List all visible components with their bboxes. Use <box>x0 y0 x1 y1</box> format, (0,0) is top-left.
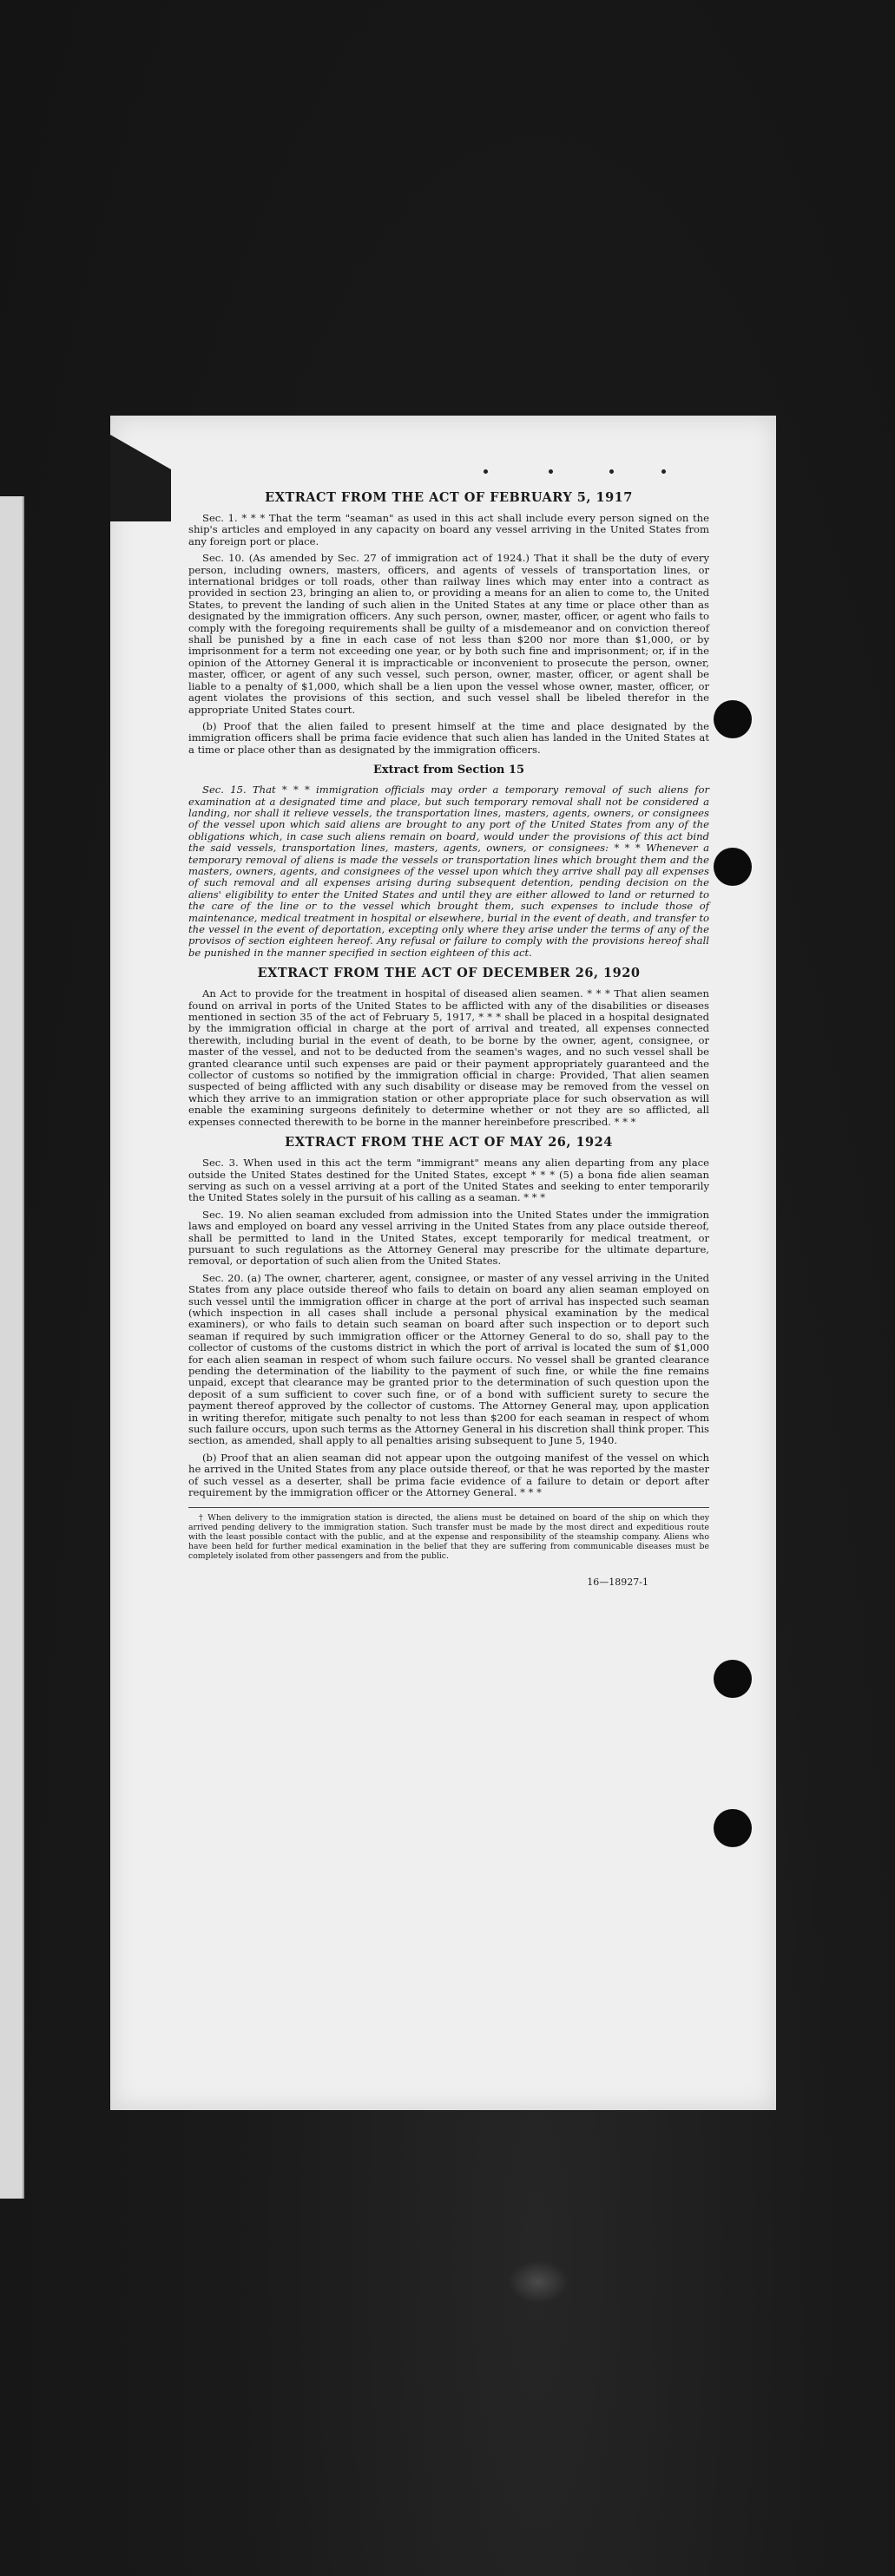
paragraph: Sec. 15. That * * * immigration officials may order a temporary removal of such aliens for examination at a designated time and place, but such temporary removal shall not be considered a landing, nor shall it relieve vessels, the transportation lines, masters, agents, owners, or consignees of the vessel upon which said aliens are brought to any port of the United States from any of the obligations which, in case such aliens remain on board, would under the provisions of this act bind the said vessels, transportation lines, masters, agents, owners, or consignees: * * * Whenever a temporary removal of aliens is made the vessels or transportation lines which brought them and the masters, owners, agents, and consignees of the vessel upon which they arrive shall pay all expenses of such removal and all expenses arising during subsequent detention, pending decision on the aliens' eligibility to enter the United States and until they are either allowed to land or returned to the care of the line or to the vessel which brought them, such expenses to include those of maintenance, medical treatment in hospital or elsewhere, burial in the event of death, and transfer to the vessel in the event of deportation, excepting only where they arise under the terms of any of the provisos of section eighteen hereof. Any refusal or failure to comply with the provisions hereof shall be punished in the manner specified in section eighteen of this act. <box>188 783 709 959</box>
paragraph: Sec. 19. No alien seaman excluded from admission into the United States under the immigration laws and employed on board any vessel arriving in the United States from any place outside thereof, shall be permitted to land in the United States, except temporarily for medical treatment, or pursuant to such regulations as the Attorney General may prescribe for the ultimate departure, removal, or deportation of such alien from the United States. <box>188 1208 709 1268</box>
section-heading: EXTRACT FROM THE ACT OF MAY 26, 1924 <box>285 1135 613 1150</box>
footnote-divider <box>188 1507 709 1508</box>
paragraph: (b) Proof that an alien seaman did not appear upon the outgoing manifest of the vessel on which he arrived in the United States from any place outside thereof, or that he was reported by the master of such vessel as a deserter, shall be prima facie evidence of a failure to detain or deport after requirement by the immigration officer or the Attorney General. * * * <box>188 1451 709 1499</box>
form-number: 16—18927-1 <box>587 1576 648 1589</box>
paragraph: Sec. 20. (a) The owner, charterer, agent, consignee, or master of any vessel arriving in the United States from any place outside thereof who fails to detain on board any alien seaman employed on such vessel until the immigration officer in charge at the port of arrival has inspected such seaman (which inspection in all cases shall include a personal physical examination by the medical examiners), or who fails to detain such seaman on board after such inspection or to deport such seaman if required by such immigration officer or the Attorney General to do so, shall pay to the collector of customs of the customs district in which the port of arrival is located the sum of $1,000 for each alien seaman in respect of whom such failure occurs. No vessel shall be granted clearance pending the determination of the liability to the payment of such fine, or while the fine remains unpaid, except that clearance may be granted prior to the determination of such question upon the deposit of a sum sufficient to cover such fine, or of a bond with sufficient surety to secure the payment thereof approved by the collector of customs. The Attorney General may, upon application in writing therefor, mitigate such penalty to not less than $200 for each seaman in respect of whom such failure occurs, upon such terms as the Attorney General in his discretion shall think proper. This section, as amended, shall apply to all penalties arising subsequent to June 5, 1940. <box>188 1271 709 1447</box>
paragraph: Sec. 1. * * * That the term "seaman" as used in this act shall include every person signed on the ship's articles and employed in any capacity on board any vessel arriving in the United States from any foreign port or place. <box>188 512 709 547</box>
paragraph: (b) Proof that the alien failed to present himself at the time and place designated by the immigration officers shall be prima facie evidence that such alien has landed in the United States at a time or place other than as designated by the immigration officers. <box>188 719 709 756</box>
document-page <box>110 416 776 2110</box>
paragraph: Sec. 3. When used in this act the term "immigrant" means any alien departing from any place outside the United States destined for the United States, except * * * (5) a bona fide alien seaman serving as such on a vessel arriving at a port of the United States and seeking to enter temporarily the United States solely in the pursuit of his calling as a seaman. * * * <box>188 1157 709 1204</box>
punch-hole <box>714 1809 752 1847</box>
adjacent-page-edge <box>0 496 24 2199</box>
footnote: † When delivery to the immigration station is directed, the aliens must be detained on board of the ship on which they arrived pending delivery to the immigration station. Such transfer must be made by the most direct and expeditious route with the least possible contact with the public, and at the expense and responsibility of the steamship company. Aliens who have been held for further medical examination in the belief that they are suffering from communicable diseases must be completely isolated from other passengers and from the public. <box>188 1513 709 1562</box>
scan-artifact <box>508 2260 569 2304</box>
section-heading: EXTRACT FROM THE ACT OF FEBRUARY 5, 1917 <box>265 490 633 505</box>
paragraph: Sec. 10. (As amended by Sec. 27 of immigration act of 1924.) That it shall be the duty of every person, including owners, masters, officers, and agents of vessels of transportation lines, or international bridges or toll roads, other than railway lines which may enter into a contract as provided in section 23, bringing an alien to, or providing a means for an alien to come to, the United States, to prevent the landing of such alien in the United States at any time or place other than as designated by the immigration officers. Any such person, owner, master, officer, or agent who fails to comply with the foregoing requirements shall be guilty of a misdemeanor and on conviction thereof shall be punished by a fine in each case of not less than $200 nor more than $1,000, or by imprisonment for a term not exceeding one year, or by both such fine and imprisonment; or, if in the opinion of the Attorney General it is impracticable or inconvenient to prosecute the person, owner, master, officer, or agent of any such vessel, such person, owner, master, officer, or agent shall be liable to a penalty of $1,000, which shall be a lien upon the vessel whose owner, master, officer, or agent violates the provisions of this section, and such vessel shall be libeled therefor in the appropriate United States court. <box>188 552 709 716</box>
document-body <box>188 483 709 1588</box>
paragraph: An Act to provide for the treatment in hospital of diseased alien seamen. * * * That alien seamen found on arrival in ports of the United States to be afflicted with any of the disabilities or diseases mentioned in section 35 of the act of February 5, 1917, * * * shall be placed in a hospital designated by the immigration official in charge at the port of arrival and treated, all expenses connected therewith, including burial in the event of death, to be borne by the owner, agent, consignee, or master of the vessel, and not to be deducted from the seamen's wages, and no such vessel shall be granted clearance until such expenses are paid or their payment appropriately guaranteed and the collector of customs so notified by the immigration official in charge: Provided, That alien seamen suspected of being afflicted with any such disability or disease may be removed from the vessel on which they arrive to an immigration station or other appropriate place for such observation as will enable the examining surgeons definitely to determine whether or not they are so afflicted, all expenses connected therewith to be borne in the manner hereinbefore prescribed. * * * <box>188 987 709 1128</box>
punch-hole <box>714 848 752 886</box>
torn-corner <box>110 435 171 521</box>
punch-hole <box>714 1660 752 1698</box>
punch-hole <box>714 700 752 738</box>
subsection-heading: Extract from Section 15 <box>372 764 525 777</box>
section-heading: EXTRACT FROM THE ACT OF DECEMBER 26, 1920 <box>257 966 641 981</box>
margin-mark: ' <box>748 1258 754 1279</box>
